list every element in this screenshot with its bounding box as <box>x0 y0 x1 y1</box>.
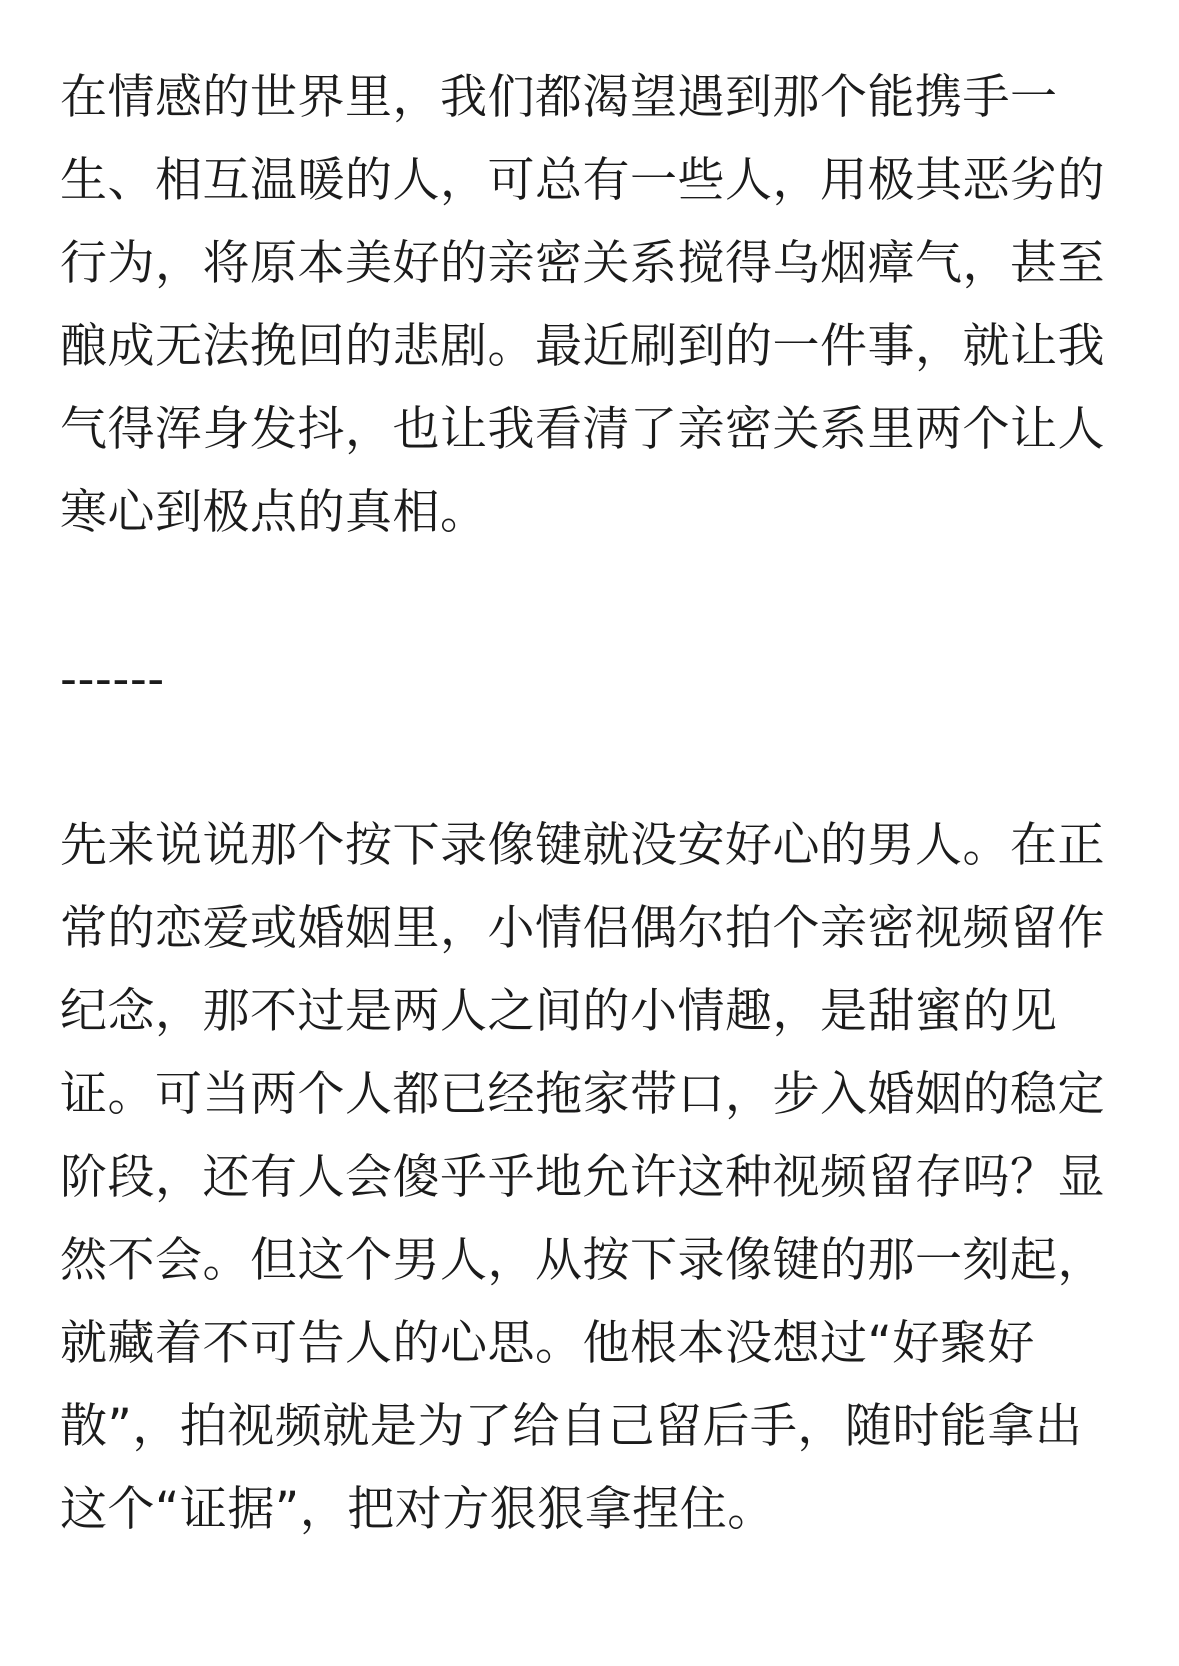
article-body <box>60 56 1126 1551</box>
paragraph-story: 先来说说那个按下录像键就没安好心的男人。在正常的恋爱或婚姻里，小情侣偶尔拍个亲密视频留作纪念，那不过是两人之间的小情趣，是甜蜜的见证。可当两个人都已经拖家带口，步入婚姻的稳定阶段，还有人会傻乎乎地允许这种视频留存吗？显然不会。但这个男人，从按下录像键的那一刻起，就藏着不可告人的心思。他根本没想过“好聚好散”，拍视频就是为了给自己留后手，随时能拿出这个“证据”，把对方狠狠拿捏住。 <box>60 818 1105 1537</box>
section-divider: ------ <box>60 652 165 707</box>
paragraph-intro: 在情感的世界里，我们都渴望遇到那个能携手一生、相互温暖的人，可总有一些人，用极其恶劣的行为，将原本美好的亲密关系搅得乌烟瘴气，甚至酿成无法挽回的悲剧。最近刷到的一件事，就让我气得浑身发抖，也让我看清了亲密关系里两个让人寒心到极点的真相。 <box>60 70 1105 540</box>
